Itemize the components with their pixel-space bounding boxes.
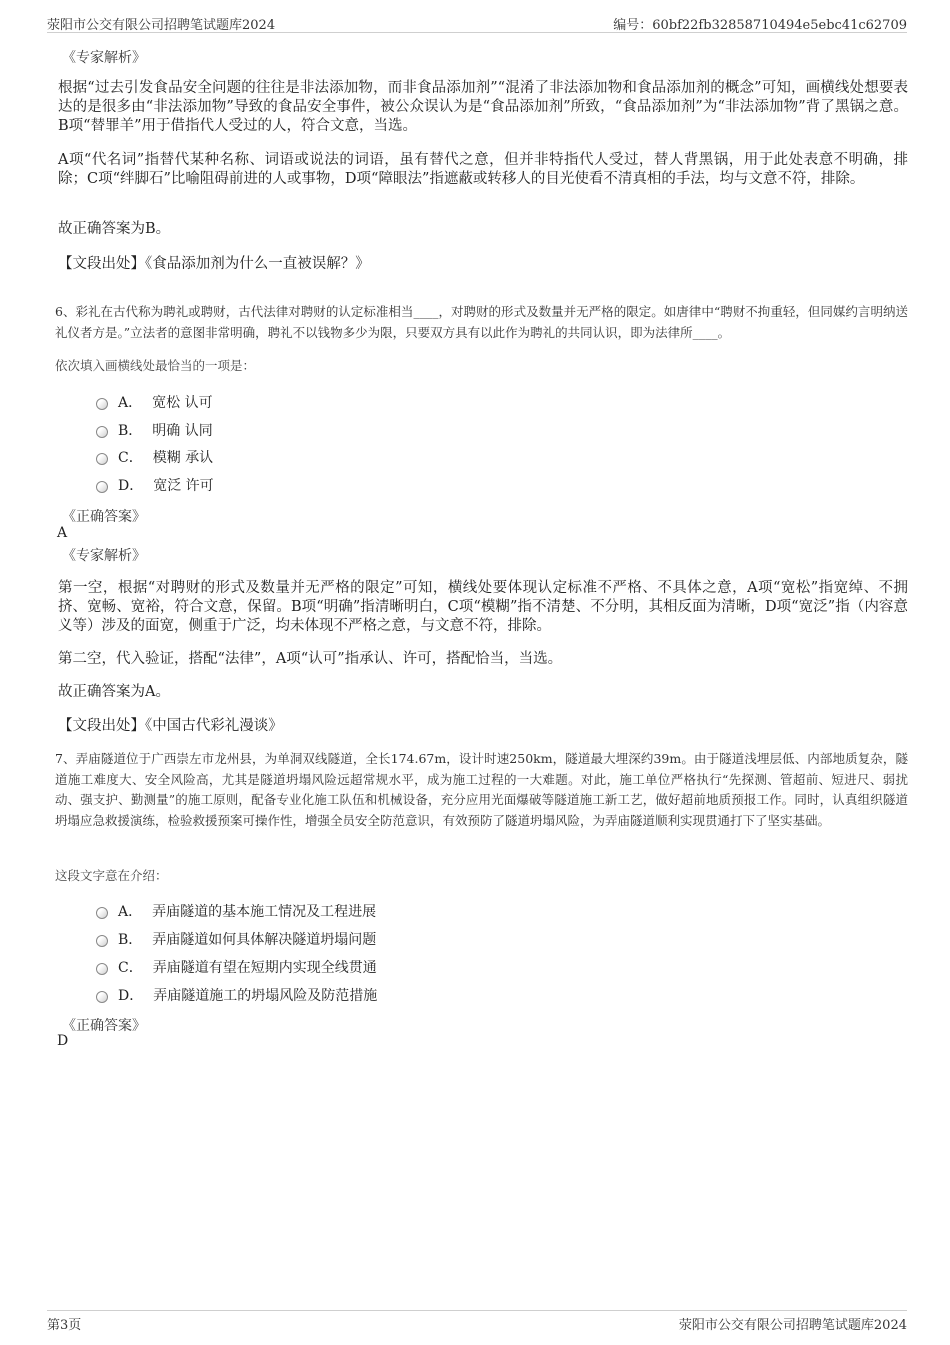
radio-icon[interactable] <box>96 963 108 975</box>
conclusion: 故正确答案为B。 <box>58 221 171 237</box>
expert-analysis-label: 《专家解析》 <box>62 548 146 564</box>
source-citation: 【文段出处】《食品添加剂为什么一直被误解？》 <box>58 256 370 272</box>
analysis-paragraph: 根据“过去引发食品安全问题的往往是非法添加物，而非食品添加剂”“混淆了非法添加物和食品添加剂的概念”可知，画横线处想要表达的是很多由“非法添加物”导致的食品安全事件，被公众误认为是“食品添加剂”所致，“食品添加剂”为“非法添加物”背了黑锅之意。B项“替罪羊”用于借指代人受过的人，符合文意，当选。 <box>58 80 908 134</box>
correct-answer-label: 《正确答案》 <box>62 509 146 525</box>
header-serial: 编号：60bf22fb32858710494e5ebc41c62709 <box>613 18 907 33</box>
analysis-paragraph: 第一空，根据“对聘财的形式及数量并无严格的限定”可知，横线处要体现认定标准不严格、不具体之意，A项“宽松”指宽绰、不拥挤、宽畅、宽裕，符合文意，保留。B项“明确”指清晰明白，C项“模糊”指不清楚、不分明，其相反面为清晰，D项“宽泛”指（内容意义等）涉及的面宽，侧重于广泛，均未体现不严格之意，与文意不符，排除。 <box>58 580 908 634</box>
analysis-paragraph: 第二空，代入验证，搭配“法律”，A项“认可”指承认、许可，搭配恰当，当选。 <box>58 651 563 667</box>
header-title: 荥阳市公交有限公司招聘笔试题库2024 <box>47 18 276 33</box>
question-7-option-d[interactable]: D． 弄庙隧道施工的坍塌风险及防范措施 <box>96 985 377 1005</box>
question-7-option-c[interactable]: C． 弄庙隧道有望在短期内实现全线贯通 <box>96 957 377 977</box>
question-6-text: 6、彩礼在古代称为聘礼或聘财，古代法律对聘财的认定标准相当____，对聘财的形式及数量并无严格的限定。如唐律中“聘财不拘重轻，但同媒约言明纳送礼仪者方是。”立法者的意图非常明确，聘礼不以钱物多少为限，只要双方具有以此作为聘礼的共同认识，即为法律所____。 <box>55 304 908 340</box>
page-header <box>47 10 907 33</box>
radio-icon[interactable] <box>96 481 108 493</box>
radio-icon[interactable] <box>96 453 108 465</box>
question-6-prompt: 依次填入画横线处最恰当的一项是： <box>55 358 256 373</box>
radio-icon[interactable] <box>96 991 108 1003</box>
question-6-option-b[interactable]: B． 明确 认同 <box>96 420 213 440</box>
question-6-option-a[interactable]: A． 宽松 认可 <box>96 392 213 412</box>
correct-answer-value: A <box>57 525 68 541</box>
correct-answer-label: 《正确答案》 <box>62 1018 146 1034</box>
radio-icon[interactable] <box>96 398 108 410</box>
radio-icon[interactable] <box>96 907 108 919</box>
source-citation: 【文段出处】《中国古代彩礼漫谈》 <box>58 718 283 734</box>
radio-icon[interactable] <box>96 935 108 947</box>
question-6-option-c[interactable]: C． 模糊 承认 <box>96 447 213 467</box>
analysis-paragraph: A项“代名词”指替代某种名称、词语或说法的词语，虽有替代之意，但并非特指代人受过，替人背黑锅，用于此处表意不明确，排除；C项“绊脚石”比喻阻碍前进的人或事物，D项“障眼法”指遮蔽或转移人的目光使看不清真相的手法，均与文意不符，排除。 <box>58 152 908 187</box>
footer-title: 荥阳市公交有限公司招聘笔试题库2024 <box>678 1318 907 1333</box>
question-7-text: 7、弄庙隧道位于广西崇左市龙州县，为单洞双线隧道，全长174.67m，设计时速250km，隧道最大埋深约39m。由于隧道浅埋层低、内部地质复杂，隧道施工难度大、安全风险高，尤其是隧道坍塌风险远超常规水平，成为施工过程的一大难题。对此，施工单位严格执行“先探测、管超前、短进尺、弱扰动、强支护、勤测量”的施工原则，配备专业化施工队伍和机械设备，充分应用光面爆破等隧道施工新工艺，做好超前地质预报工作。同时，认真组织隧道坍塌应急救援演练，检验救援预案可操作性，增强全员安全防范意识，有效预防了隧道坍塌风险，为弄庙隧道顺利实现贯通打下了坚实基础。 <box>55 751 908 828</box>
question-7-option-b[interactable]: B． 弄庙隧道如何具体解决隧道坍塌问题 <box>96 929 376 949</box>
conclusion: 故正确答案为A。 <box>58 684 170 700</box>
question-7-prompt: 这段文字意在介绍： <box>55 868 168 883</box>
question-7-option-a[interactable]: A． 弄庙隧道的基本施工情况及工程进展 <box>96 901 376 921</box>
radio-icon[interactable] <box>96 426 108 438</box>
page-footer <box>47 1310 907 1333</box>
page-number: 第3页 <box>47 1318 82 1333</box>
question-6-option-d[interactable]: D． 宽泛 许可 <box>96 475 214 495</box>
expert-analysis-label: 《专家解析》 <box>62 50 146 66</box>
correct-answer-value: D <box>57 1033 69 1049</box>
